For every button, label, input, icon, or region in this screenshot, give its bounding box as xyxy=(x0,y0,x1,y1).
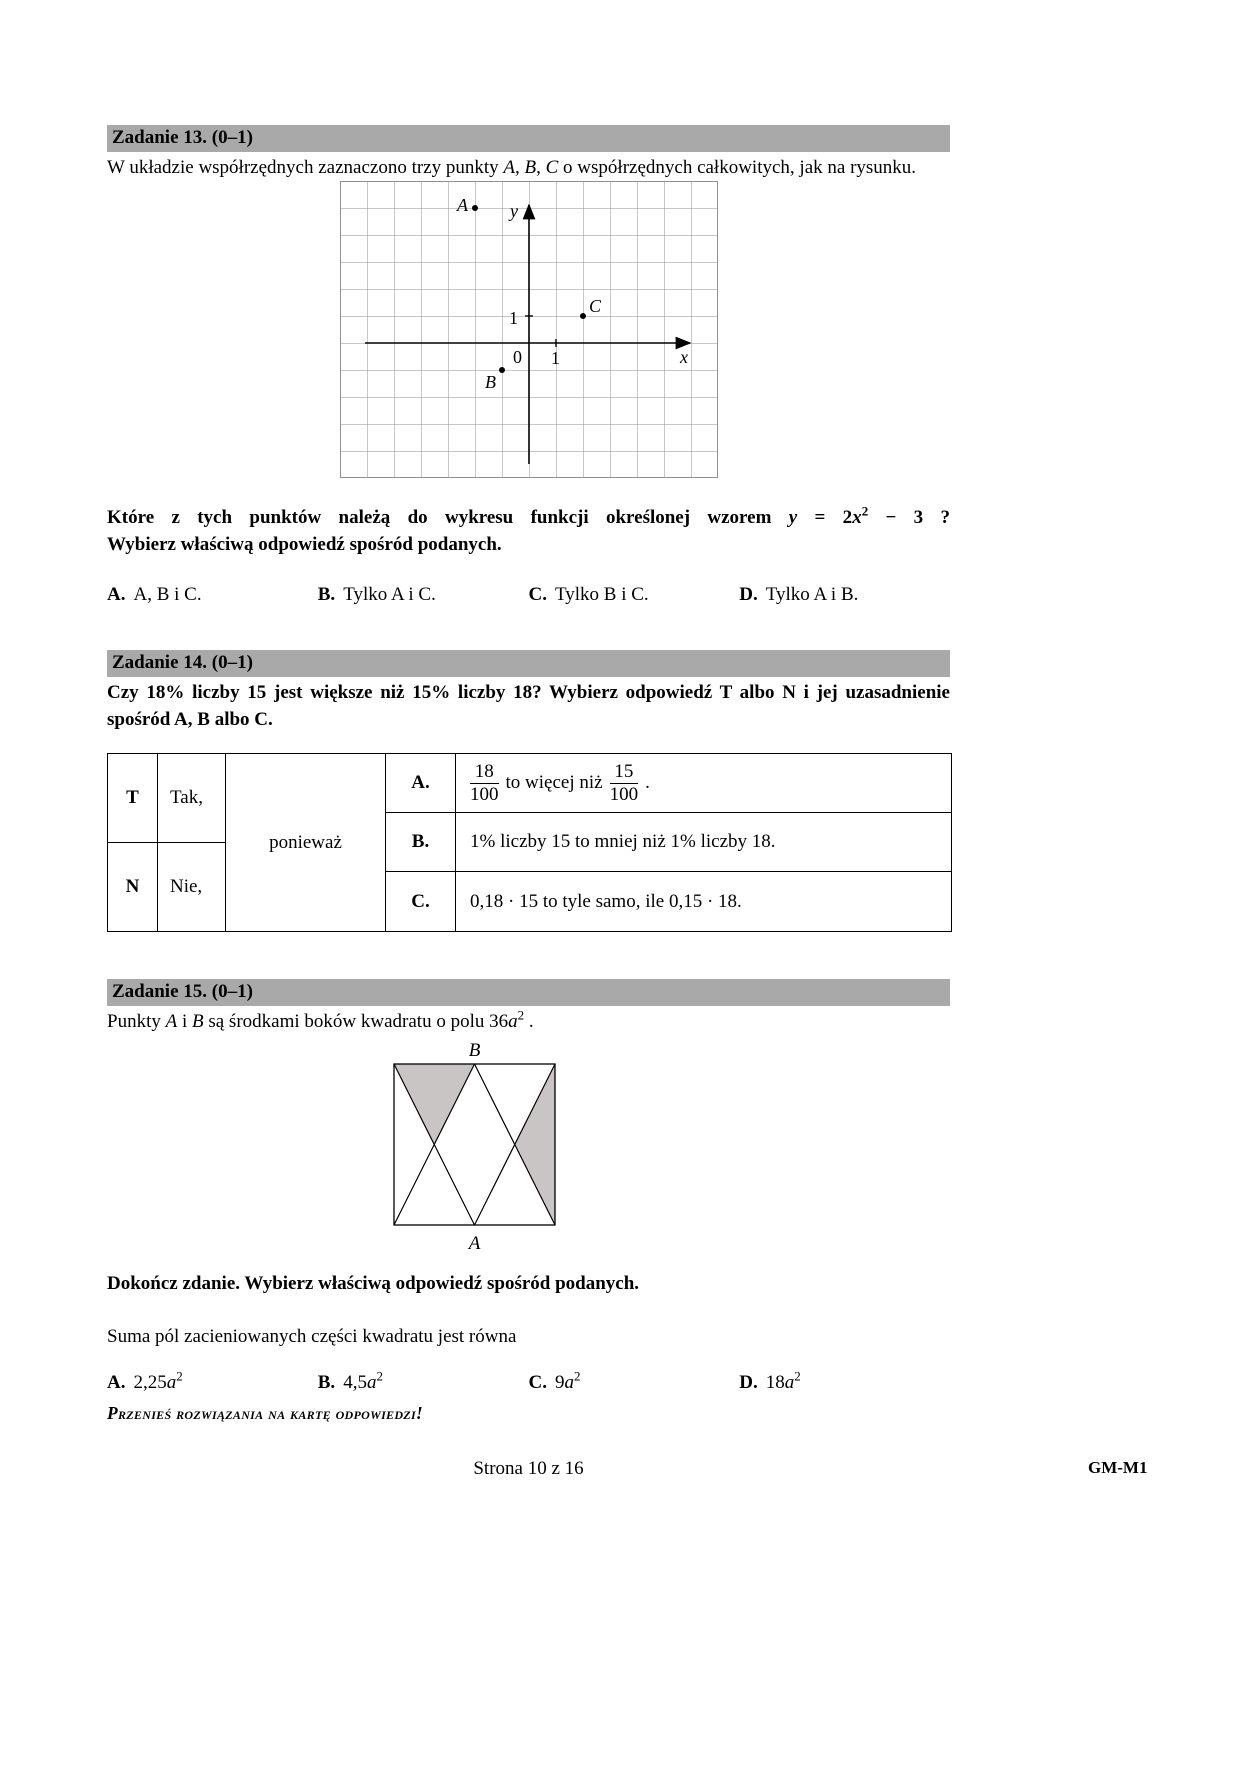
exam-code: GM-M1 xyxy=(1088,1458,1148,1477)
table-cell-nie: Nie, xyxy=(158,843,226,932)
task15-statement: Suma pól zacieniowanych części kwadratu jest równa xyxy=(107,1326,517,1347)
task13-answers xyxy=(107,584,950,606)
table-option-c-label: C. xyxy=(386,872,456,931)
exam-page-content xyxy=(107,125,950,1424)
point-a-label: A xyxy=(456,195,468,215)
point-c-dot xyxy=(580,313,586,319)
x-tick-label: 1 xyxy=(550,348,560,368)
page-number: Strona 10 z 16 xyxy=(473,1458,584,1479)
table-option-c-text: 0,18 · 15 to tyle samo, ile 0,15 · 18. xyxy=(470,890,742,912)
task13-header: Zadanie 13. (0–1) xyxy=(107,125,950,152)
answer-option-a: A. A, B i C. xyxy=(107,584,202,605)
y-tick-label: 1 xyxy=(508,308,518,328)
answer-option-d: D. $18a^2$ xyxy=(739,1368,801,1393)
task15-instruction: Dokończ zdanie. Wybierz właściwą odpowiedź spośród podanych. xyxy=(107,1273,640,1294)
table-cell-tak: Tak, xyxy=(158,754,226,843)
task14-decision-table xyxy=(107,753,952,932)
table-option-b-text: 1% liczby 15 to mniej niż 1% liczby 18. xyxy=(456,813,951,872)
point-a-ref: A xyxy=(503,157,515,178)
task15-header: Zadanie 15. (0–1) xyxy=(107,979,950,1006)
coordinate-grid-figure xyxy=(340,181,718,484)
fraction-18-100: $\frac{18}{100}$ xyxy=(470,760,499,805)
task15-answers xyxy=(107,1368,950,1394)
coordinate-grid xyxy=(340,181,718,478)
origin-label: 0 xyxy=(512,347,522,367)
y-axis-label: y xyxy=(509,201,518,221)
point-c-label: C xyxy=(588,296,601,316)
answer-option-a: A. $2,25a^2$ xyxy=(107,1368,183,1393)
point-a-dot xyxy=(472,205,478,211)
table-cell-n: N xyxy=(108,843,158,932)
answer-option-b: B. $4,5a^2$ xyxy=(317,1368,383,1393)
point-c-ref: C xyxy=(545,157,559,178)
table-option-a-label: A. xyxy=(386,754,456,813)
table-option-b-label: B. xyxy=(386,813,456,872)
transfer-answers-note: Przenieś rozwiązania na kartę odpowiedzi! xyxy=(107,1403,424,1423)
square-top-label: B xyxy=(468,1040,481,1061)
answer-option-c: C. Tylko B i C. xyxy=(528,584,649,605)
answer-option-b: B. Tylko A i C. xyxy=(317,584,436,605)
shaded-square xyxy=(393,1063,556,1226)
task13-intro: W układzie współrzędnych zaznaczono trzy punkty A, B, C o współrzędnych całkowitych, jak na rysunku. xyxy=(107,157,917,178)
square-bottom-label: A xyxy=(468,1233,481,1254)
table-option-a-text: $\frac{18}{100}$ to więcej niż $\frac{15}{100}$ . xyxy=(456,754,951,813)
page-footer xyxy=(0,1458,1260,1484)
point-b-label: B xyxy=(484,372,496,392)
task13-question-line1: Które z tych punktów należą do wykresu funkcji określonej wzorem $y = 2x^2 - 3$ ? xyxy=(107,503,951,528)
fraction-15-100: $\frac{15}{100}$ xyxy=(609,760,639,805)
table-cell-t: T xyxy=(108,754,158,843)
task14-header: Zadanie 14. (0–1) xyxy=(107,650,950,677)
shaded-triangle-right xyxy=(515,1064,555,1225)
task14-question: Czy 18% liczby 15 jest większe niż 15% liczby 18? Wybierz odpowiedź T albo N i jej uzasadnienie spośród A, B albo C. xyxy=(107,682,950,730)
point-b-ref: B xyxy=(524,157,537,178)
point-b-dot xyxy=(499,367,505,373)
table-cell-poniewaz: ponieważ xyxy=(226,754,386,931)
shaded-triangle-top-left xyxy=(394,1064,475,1145)
task15-intro: Punkty A i B są środkami boków kwadratu o polu $36a^2$ . xyxy=(107,1007,534,1032)
task13-question-line2: Wybierz właściwą odpowiedź spośród podanych. xyxy=(107,534,502,555)
x-axis-label: x xyxy=(679,347,688,367)
answer-option-c: C. $9a^2$ xyxy=(528,1368,581,1393)
square-figure xyxy=(393,1039,556,1256)
answer-option-d: D. Tylko A i B. xyxy=(739,584,859,605)
